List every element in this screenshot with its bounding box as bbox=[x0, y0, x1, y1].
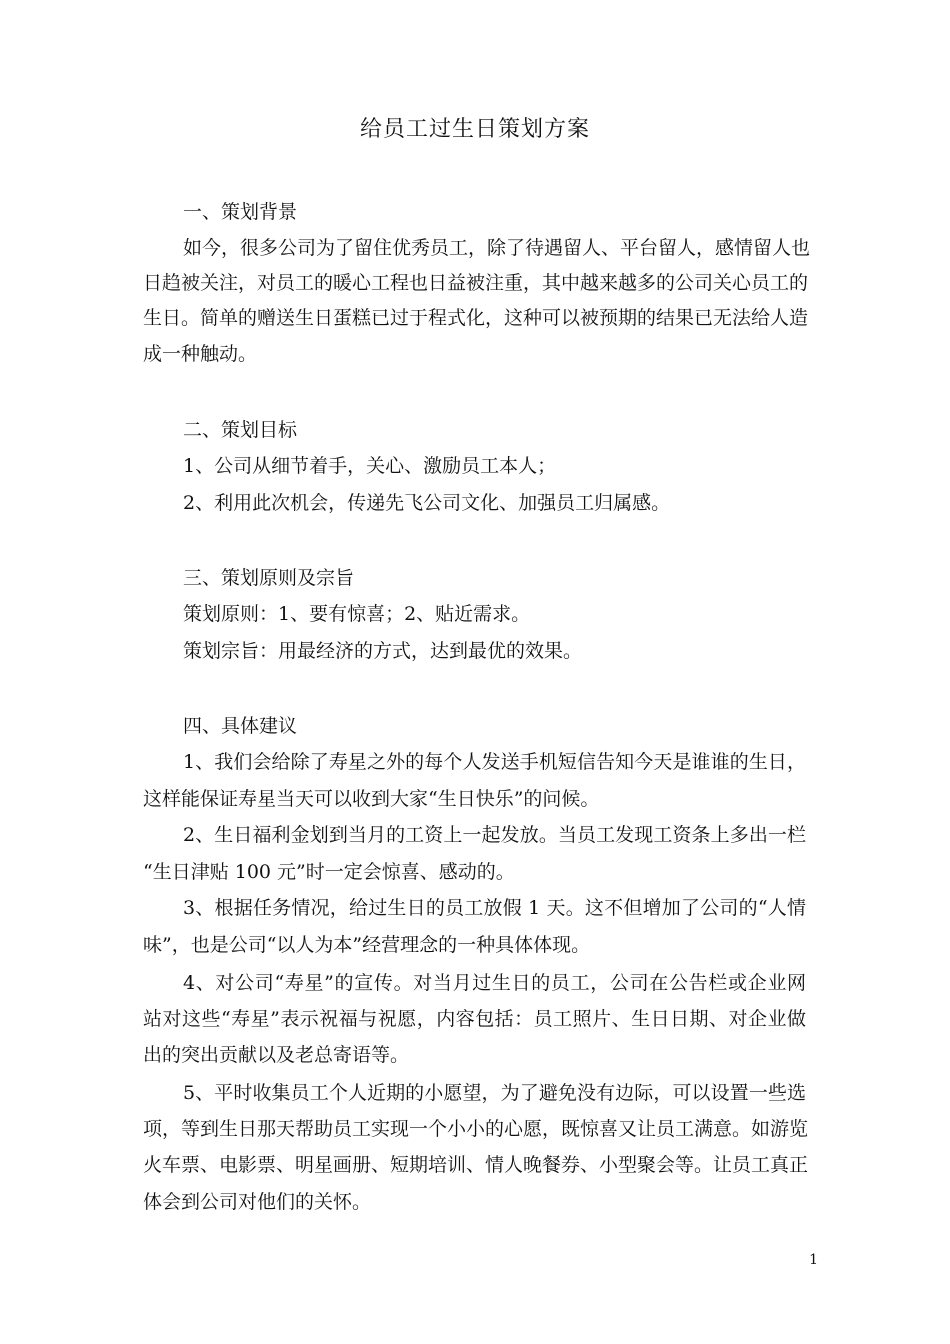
section-heading-background: 一、策划背景 bbox=[183, 201, 298, 223]
section-heading-principles: 三、策划原则及宗旨 bbox=[183, 567, 355, 589]
page-number: 1 bbox=[809, 1252, 818, 1268]
paragraph-line: 生日。简单的赠送生日蛋糕已过于程式化，这种可以被预期的结果已无法给人造 bbox=[143, 307, 809, 329]
paragraph-line: 日趋被关注，对员工的暖心工程也日益被注重，其中越来越多的公司关心员工的 bbox=[143, 272, 809, 294]
paragraph-line: 体会到公司对他们的关怀。 bbox=[143, 1191, 372, 1213]
list-item: 2、利用此次机会，传递先飞公司文化、加强员工归属感。 bbox=[183, 492, 671, 514]
list-item: 1、公司从细节着手，关心、激励员工本人； bbox=[183, 455, 557, 477]
paragraph-line: 5、平时收集员工个人近期的小愿望，为了避免没有边际，可以设置一些选 bbox=[183, 1082, 806, 1104]
paragraph-line: 2、生日福利金划到当月的工资上一起发放。当员工发现工资条上多出一栏 bbox=[183, 824, 806, 846]
section-heading-suggestions: 四、具体建议 bbox=[183, 715, 298, 737]
paragraph-line: 1、我们会给除了寿星之外的每个人发送手机短信告知今天是谁谁的生日， bbox=[183, 751, 806, 773]
paragraph-line: 这样能保证寿星当天可以收到大家“生日快乐”的问候。 bbox=[143, 788, 600, 810]
paragraph-line: 3、根据任务情况，给过生日的员工放假 1 天。这不但增加了公司的“人情 bbox=[183, 897, 806, 919]
paragraph-line: 4、对公司“寿星”的宣传。对当月过生日的员工，公司在公告栏或企业网 bbox=[183, 972, 806, 994]
paragraph-line: 站对这些“寿星”表示祝福与祝愿，内容包括：员工照片、生日日期、对企业做 bbox=[143, 1008, 806, 1030]
paragraph-line: 成一种触动。 bbox=[143, 343, 258, 365]
paragraph-line: 策划原则：1、要有惊喜；2、贴近需求。 bbox=[183, 603, 531, 625]
document-title: 给员工过生日策划方案 bbox=[359, 117, 590, 142]
paragraph-line: 如今，很多公司为了留住优秀员工，除了待遇留人、平台留人，感情留人也 bbox=[183, 237, 811, 259]
paragraph-line: 味”，也是公司“以人为本”经营理念的一种具体体现。 bbox=[143, 934, 591, 956]
paragraph-line: 项，等到生日那天帮助员工实现一个小小的心愿，既惊喜又让员工满意。如游览 bbox=[143, 1118, 809, 1140]
paragraph-line: 策划宗旨：用最经济的方式，达到最优的效果。 bbox=[183, 640, 583, 662]
paragraph-line: 火车票、电影票、明星画册、短期培训、情人晚餐券、小型聚会等。让员工真正 bbox=[143, 1154, 809, 1176]
paragraph-line: “生日津贴 100 元”时一定会惊喜、感动的。 bbox=[143, 861, 515, 883]
paragraph-line: 出的突出贡献以及老总寄语等。 bbox=[143, 1044, 410, 1066]
section-heading-goals: 二、策划目标 bbox=[183, 419, 298, 441]
